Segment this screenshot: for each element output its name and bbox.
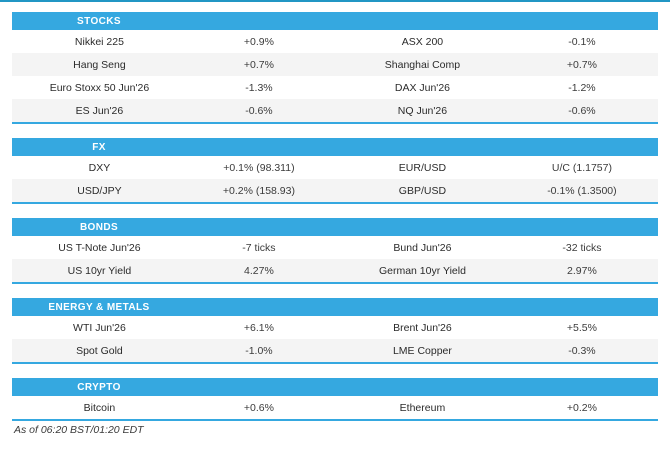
instrument-value: -1.3%: [245, 81, 273, 94]
instrument-label: EUR/USD: [398, 161, 447, 174]
section-header-fx: [12, 138, 658, 156]
instrument-value: -1.2%: [568, 81, 596, 94]
cell-pair-left: [12, 259, 335, 282]
section-rows: [12, 316, 658, 364]
instrument-label: Euro Stoxx 50 Jun'26: [49, 81, 150, 94]
instrument-value: +0.7%: [243, 58, 274, 71]
instrument-value: -32 ticks: [562, 241, 602, 254]
instrument-label: DAX Jun'26: [394, 81, 450, 94]
section-rows: [12, 236, 658, 284]
cell-pair-right: [335, 30, 658, 53]
cell-pair-left: [12, 396, 335, 419]
cell-pair-right: [335, 339, 658, 362]
instrument-label: German 10yr Yield: [378, 264, 466, 277]
cell-pair-left: [12, 236, 335, 259]
instrument-label: Spot Gold: [76, 344, 123, 357]
cell-pair-left: [12, 179, 335, 202]
instrument-label: Bund Jun'26: [393, 241, 452, 254]
instrument-value: -0.6%: [568, 104, 596, 117]
instrument-label: Hang Seng: [73, 58, 126, 71]
table-row: [12, 30, 658, 53]
instrument-value: -0.3%: [568, 344, 596, 357]
cell-pair-left: [12, 99, 335, 122]
section-bonds: [12, 218, 658, 284]
instrument-value: -0.6%: [245, 104, 273, 117]
instrument-label: ES Jun'26: [75, 104, 124, 117]
cell-pair-right: [335, 76, 658, 99]
instrument-label: NQ Jun'26: [397, 104, 448, 117]
instrument-label: Bitcoin: [83, 401, 116, 414]
instrument-value: -7 ticks: [242, 241, 276, 254]
section-header-stocks: [12, 12, 658, 30]
table-row: [12, 396, 658, 419]
section-energy-metals: [12, 298, 658, 364]
cell-pair-left: [12, 53, 335, 76]
table-row: [12, 179, 658, 202]
instrument-label: USD/JPY: [77, 184, 122, 197]
cell-pair-left: [12, 156, 335, 179]
cell-pair-right: [335, 53, 658, 76]
table-row: [12, 339, 658, 362]
instrument-value: 2.97%: [567, 264, 597, 277]
section-header-crypto: [12, 378, 658, 396]
section-title: ENERGY & METALS: [48, 301, 150, 313]
cell-pair-left: [12, 76, 335, 99]
instrument-value: +0.6%: [243, 401, 274, 414]
instrument-label: US T-Note Jun'26: [58, 241, 141, 254]
section-title: FX: [92, 141, 106, 153]
section-rows: [12, 30, 658, 124]
instrument-value: +0.2%: [566, 401, 597, 414]
cell-pair-right: [335, 259, 658, 282]
instrument-value: U/C (1.1757): [551, 161, 612, 174]
instrument-label: ASX 200: [401, 35, 444, 48]
cell-pair-right: [335, 179, 658, 202]
cell-pair-left: [12, 316, 335, 339]
section-rows: [12, 156, 658, 204]
cell-pair-left: [12, 339, 335, 362]
section-crypto: [12, 378, 658, 421]
instrument-value: +6.1%: [243, 321, 274, 334]
table-row: [12, 259, 658, 282]
instrument-label: DXY: [88, 161, 111, 174]
section-title: CRYPTO: [77, 381, 121, 393]
cell-pair-right: [335, 316, 658, 339]
instrument-label: US 10yr Yield: [67, 264, 132, 277]
cell-pair-right: [335, 156, 658, 179]
instrument-value: -0.1%: [568, 35, 596, 48]
instrument-value: 4.27%: [244, 264, 274, 277]
section-rows: [12, 396, 658, 421]
timestamp-footer: As of 06:20 BST/01:20 EDT: [14, 424, 144, 436]
cell-pair-right: [335, 396, 658, 419]
table-row: [12, 99, 658, 122]
instrument-value: -0.1% (1.3500): [547, 184, 617, 197]
cell-pair-left: [12, 30, 335, 53]
instrument-label: WTI Jun'26: [73, 321, 126, 334]
section-fx: [12, 138, 658, 204]
section-title: STOCKS: [77, 15, 121, 27]
table-row: [12, 236, 658, 259]
instrument-value: +0.1% (98.311): [223, 161, 295, 174]
table-row: [12, 53, 658, 76]
table-row: [12, 76, 658, 99]
instrument-value: +0.9%: [243, 35, 274, 48]
instrument-value: +0.7%: [566, 58, 597, 71]
instrument-value: +0.2% (158.93): [222, 184, 295, 197]
instrument-label: GBP/USD: [398, 184, 447, 197]
instrument-label: Shanghai Comp: [384, 58, 461, 71]
instrument-value: -1.0%: [245, 344, 273, 357]
instrument-label: Brent Jun'26: [393, 321, 452, 334]
section-header-bonds: [12, 218, 658, 236]
table-row: [12, 316, 658, 339]
instrument-value: +5.5%: [566, 321, 597, 334]
section-stocks: [12, 12, 658, 124]
cell-pair-right: [335, 236, 658, 259]
instrument-label: Nikkei 225: [74, 35, 124, 48]
table-row: [12, 156, 658, 179]
instrument-label: Ethereum: [399, 401, 446, 414]
instrument-label: LME Copper: [392, 344, 452, 357]
section-title: BONDS: [79, 221, 119, 233]
section-header-energy-metals: [12, 298, 658, 316]
cell-pair-right: [335, 99, 658, 122]
